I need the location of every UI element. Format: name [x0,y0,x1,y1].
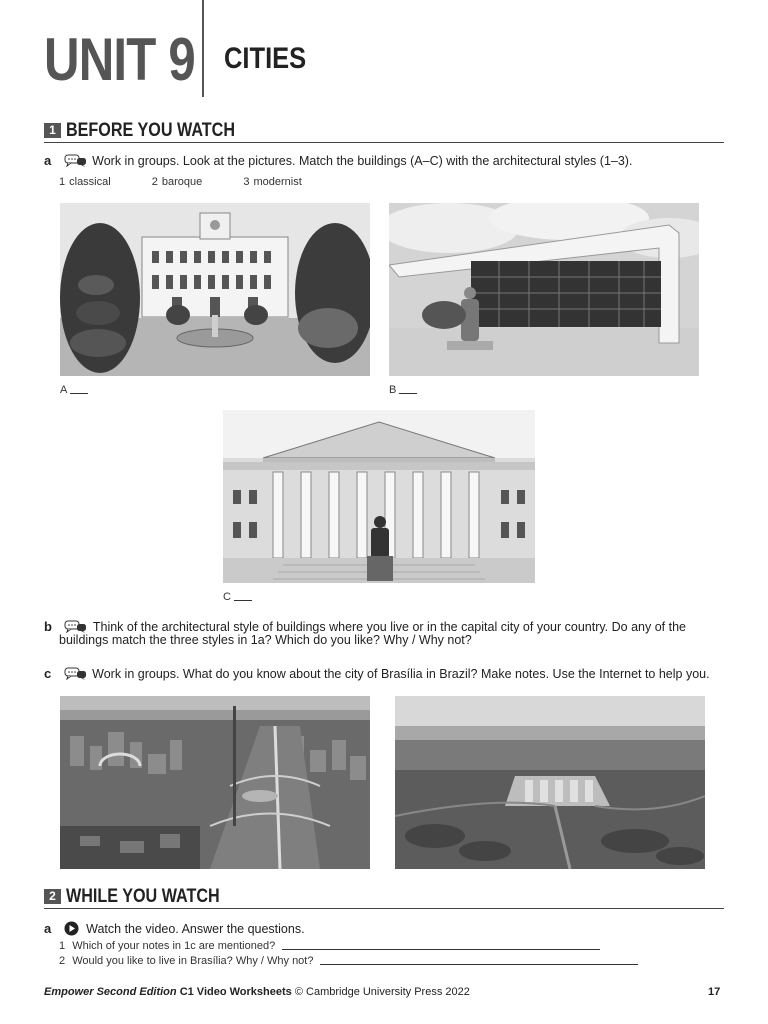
question-2a-item-1 [59,939,604,952]
style-number: 3 [243,176,250,188]
photo-brasilia-landscape [395,696,705,869]
answer-line[interactable] [282,939,600,950]
section-1-title: BEFORE YOU WATCH [66,120,235,141]
section-1-number: 1 [44,123,61,138]
styles-list [59,176,306,188]
answer-label-c [223,590,252,603]
speech-bubbles-icon [64,154,88,167]
question-1b-text-line2: buildings match the three styles in 1a? Which do you like? Why / Why not? [59,633,472,647]
section-2-header [44,886,724,909]
question-2a [44,920,724,938]
page-number: 17 [708,986,721,998]
photo-classical-building [223,410,535,583]
question-1b-text-line1: Think of the architectural style of buildings where you live or in the capital city of your country. Do any of the [92,620,686,634]
footer-credit [44,986,470,998]
question-text: Would you like to live in Brasília? Why / Why not? [72,955,314,967]
unit-title: UNIT 9 [44,26,195,93]
answer-blank[interactable] [234,590,252,601]
picture-label: B [389,384,397,396]
section-2-number: 2 [44,889,61,904]
answer-blank[interactable] [399,383,417,394]
photo-brasilia-city-aerial [60,696,370,869]
section-2-title: WHILE YOU WATCH [66,886,220,907]
question-2a-text: Watch the video. Answer the questions. [86,922,305,936]
unit-topic: CITIES [224,42,307,75]
question-1c-text: Work in groups. What do you know about the city of Brasília in Brazil? Make notes. Use the Internet to help you. [92,667,710,681]
style-label: classical [69,176,111,188]
footer-series: Empower Second Edition [44,986,177,998]
answer-line[interactable] [320,954,638,965]
question-number: 1 [59,940,66,952]
speech-bubbles-icon [64,667,88,680]
photo-modernist-building [389,203,699,376]
question-1c [44,665,744,683]
question-1a [44,152,734,170]
style-number: 1 [59,176,66,188]
picture-label: A [60,384,68,396]
answer-label-a [60,383,88,396]
style-label: modernist [253,176,302,188]
question-letter: a [44,153,52,168]
question-1a-text: Work in groups. Look at the pictures. Match the buildings (A–C) with the architectural styles (1–3). [92,154,633,168]
style-label: baroque [161,176,203,188]
answer-blank[interactable] [70,383,88,394]
question-text: Which of your notes in 1c are mentioned? [72,940,276,952]
question-number: 2 [59,955,66,967]
question-2a-item-2 [59,954,642,967]
speech-bubbles-icon [64,620,88,633]
style-number: 2 [151,176,158,188]
play-video-icon [64,921,79,936]
answer-label-b [389,383,417,396]
section-1-header [44,120,724,143]
question-letter: c [44,666,52,681]
footer-copyright: © Cambridge University Press 2022 [294,986,470,998]
question-letter: a [44,921,52,936]
photo-baroque-palace [60,203,370,376]
title-divider [202,0,204,97]
question-letter: b [44,619,52,634]
picture-label: C [223,591,231,603]
footer-product: C1 Video Worksheets [179,986,292,998]
